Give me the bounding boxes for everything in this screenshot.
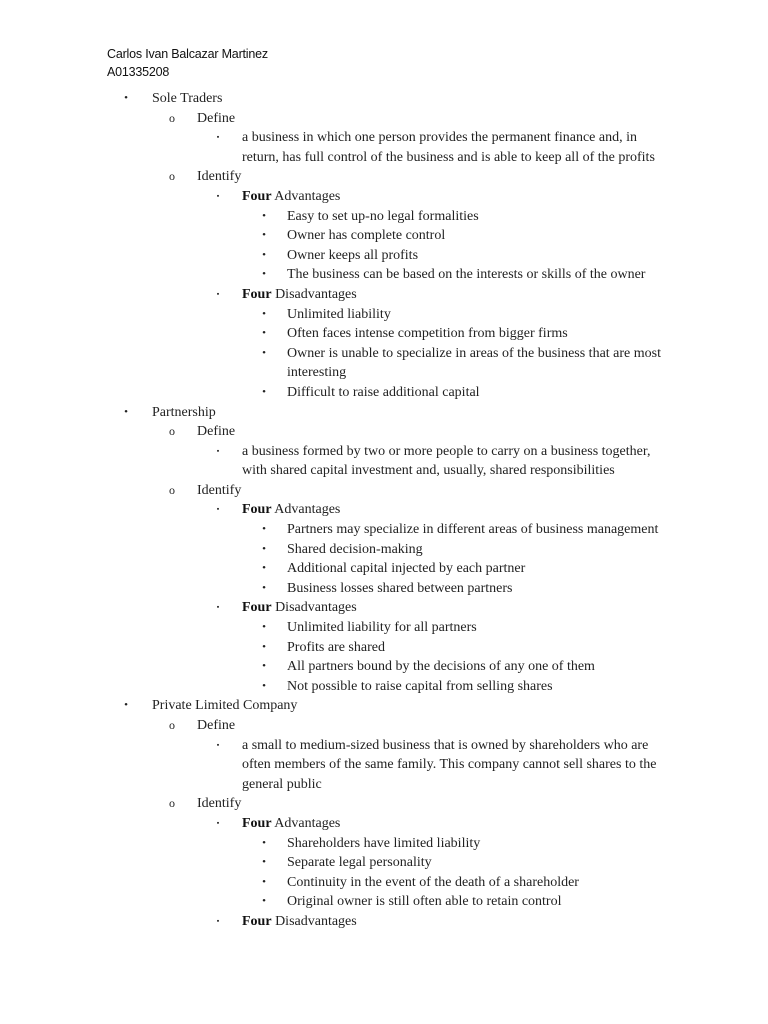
disadvantage-item-text: All partners bound by the decisions of any one of them bbox=[287, 659, 595, 675]
section-title bbox=[0, 89, 768, 109]
square-bullet-icon: ▪ bbox=[216, 191, 220, 200]
advantages-heading bbox=[0, 187, 768, 207]
circle-bullet-icon: o bbox=[169, 718, 175, 732]
identify-label-text: Identify bbox=[197, 482, 242, 498]
section-title-text: Partnership bbox=[152, 404, 216, 420]
square-bullet-icon: ▪ bbox=[216, 740, 220, 749]
disc-bullet-icon: • bbox=[262, 581, 266, 594]
advantage-item-text: Partners may specialize in different areas of business management bbox=[287, 522, 659, 538]
section-title-text: Private Limited Company bbox=[152, 698, 298, 714]
disc-bullet-icon: • bbox=[262, 660, 266, 673]
disadvantage-item-text: Often faces intense competition from bigger firms bbox=[287, 326, 568, 342]
disc-bullet-icon: • bbox=[262, 209, 266, 222]
document-header bbox=[107, 45, 268, 81]
disc-bullet-icon: • bbox=[262, 542, 266, 555]
square-bullet-icon: ▪ bbox=[216, 133, 220, 142]
advantages-heading bbox=[0, 500, 768, 520]
define-label-text: Define bbox=[197, 424, 236, 440]
disadvantage-item bbox=[0, 618, 768, 638]
section-title bbox=[0, 403, 768, 423]
definition-item-text: with shared capital investment and, usually, shared responsibilities bbox=[242, 463, 615, 479]
emphasis-text: Four bbox=[242, 502, 272, 518]
square-bullet-icon: ▪ bbox=[216, 446, 220, 455]
emphasis-text: Four bbox=[242, 913, 272, 929]
advantage-item-text: Owner keeps all profits bbox=[287, 247, 419, 263]
disc-bullet-icon: • bbox=[262, 385, 266, 398]
square-bullet-icon: ▪ bbox=[216, 289, 220, 298]
advantage-item-text: Shared decision-making bbox=[287, 541, 423, 557]
disc-bullet-icon: • bbox=[262, 621, 266, 634]
advantage-item-text: Owner has complete control bbox=[287, 228, 446, 244]
disc-bullet-icon: • bbox=[262, 679, 266, 692]
disadvantage-item bbox=[0, 383, 768, 403]
section-title-text: Sole Traders bbox=[152, 91, 223, 106]
disadvantages-heading-text bbox=[242, 598, 357, 618]
emphasis-text: Four bbox=[242, 815, 272, 831]
disadvantage-item-text: Owner is unable to specialize in areas of the business that are most bbox=[287, 345, 661, 361]
square-bullet-icon: ▪ bbox=[216, 916, 220, 925]
heading-rest-text: Advantages bbox=[271, 502, 341, 518]
disc-bullet-icon: • bbox=[262, 875, 266, 888]
definition-item-text: a business in which one person provides the permanent finance and, in bbox=[242, 130, 638, 146]
advantage-item bbox=[0, 559, 768, 579]
advantage-item-text: The business can be based on the interests or skills of the owner bbox=[287, 267, 646, 283]
advantages-heading-text bbox=[242, 814, 340, 834]
heading-rest-text: Advantages bbox=[271, 188, 341, 204]
definition-item-text: a small to medium-sized business that is owned by shareholders who are bbox=[242, 737, 649, 753]
disadvantages-heading-text bbox=[242, 285, 357, 305]
circle-bullet-icon: o bbox=[169, 169, 175, 184]
definition-item bbox=[0, 442, 768, 481]
identify-label bbox=[0, 167, 768, 187]
disc-bullet-icon: • bbox=[262, 856, 266, 869]
disc-bullet-icon: • bbox=[124, 92, 128, 104]
definition-item-text: often members of the same family. This company cannot sell shares to the bbox=[242, 757, 657, 773]
advantages-heading-text bbox=[242, 500, 340, 520]
advantage-item bbox=[0, 579, 768, 599]
disc-bullet-icon: • bbox=[262, 307, 266, 320]
disadvantage-item bbox=[0, 657, 768, 677]
advantage-item bbox=[0, 520, 768, 540]
disc-bullet-icon: • bbox=[262, 268, 266, 281]
disadvantage-item-text: Unlimited liability for all partners bbox=[287, 620, 477, 636]
definition-item-text: return, has full control of the business and is able to keep all of the profits bbox=[242, 149, 655, 165]
disadvantage-item-text: Profits are shared bbox=[287, 639, 385, 655]
disadvantages-heading bbox=[0, 598, 768, 618]
circle-bullet-icon: o bbox=[169, 796, 175, 811]
advantage-item-text: Additional capital injected by each partner bbox=[287, 561, 526, 577]
advantage-item bbox=[0, 246, 768, 266]
outline-list bbox=[0, 89, 768, 932]
disc-bullet-icon: • bbox=[262, 895, 266, 908]
define-label bbox=[0, 109, 768, 129]
disadvantage-item bbox=[0, 677, 768, 697]
define-label bbox=[0, 716, 768, 736]
define-label-text: Define bbox=[197, 718, 236, 733]
disadvantage-item bbox=[0, 324, 768, 344]
advantage-item bbox=[0, 265, 768, 285]
disadvantage-item-text: Not possible to raise capital from selling shares bbox=[287, 678, 553, 694]
advantage-item bbox=[0, 540, 768, 560]
advantage-item bbox=[0, 226, 768, 246]
disadvantage-item bbox=[0, 344, 768, 383]
disc-bullet-icon: • bbox=[124, 405, 128, 418]
emphasis-text: Four bbox=[242, 600, 272, 616]
heading-rest-text: Advantages bbox=[271, 815, 341, 831]
advantages-heading-text bbox=[242, 187, 340, 207]
advantage-item bbox=[0, 853, 768, 873]
advantage-item-text: Business losses shared between partners bbox=[287, 580, 513, 596]
advantage-item bbox=[0, 892, 768, 912]
disc-bullet-icon: • bbox=[262, 523, 266, 536]
identify-label-text: Identify bbox=[197, 796, 242, 812]
advantage-item-text: Separate legal personality bbox=[287, 855, 432, 871]
identify-label bbox=[0, 794, 768, 814]
advantage-item-text: Continuity in the event of the death of a shareholder bbox=[287, 874, 579, 890]
disadvantage-item bbox=[0, 305, 768, 325]
disc-bullet-icon: • bbox=[262, 248, 266, 261]
heading-rest-text: Disadvantages bbox=[271, 286, 357, 302]
disc-bullet-icon: • bbox=[262, 327, 266, 340]
disadvantage-item-text: interesting bbox=[287, 365, 347, 381]
square-bullet-icon: ▪ bbox=[216, 505, 220, 514]
square-bullet-icon: ▪ bbox=[216, 603, 220, 612]
author-name: Carlos Ivan Balcazar Martinez bbox=[107, 47, 268, 61]
circle-bullet-icon: o bbox=[169, 424, 175, 439]
advantage-item bbox=[0, 873, 768, 893]
advantage-item bbox=[0, 834, 768, 854]
disc-bullet-icon: • bbox=[262, 562, 266, 575]
heading-rest-text: Disadvantages bbox=[271, 913, 357, 929]
definition-item-text: a business formed by two or more people to carry on a business together, bbox=[242, 443, 651, 459]
disadvantages-heading-text bbox=[242, 912, 357, 932]
advantage-item-text: Original owner is still often able to retain control bbox=[287, 894, 562, 910]
disc-bullet-icon: • bbox=[262, 836, 266, 849]
disadvantage-item-text: Difficult to raise additional capital bbox=[287, 384, 480, 400]
advantage-item bbox=[0, 207, 768, 227]
student-id: A01335208 bbox=[107, 65, 170, 79]
disc-bullet-icon: • bbox=[124, 699, 128, 712]
emphasis-text: Four bbox=[242, 286, 272, 302]
advantage-item-text: Easy to set up-no legal formalities bbox=[287, 208, 479, 224]
circle-bullet-icon: o bbox=[169, 482, 175, 497]
disadvantage-item-text: Unlimited liability bbox=[287, 306, 391, 322]
disc-bullet-icon: • bbox=[262, 640, 266, 653]
advantages-heading bbox=[0, 814, 768, 834]
identify-label-text: Identify bbox=[197, 169, 242, 185]
disadvantages-heading bbox=[0, 912, 768, 932]
disadvantage-item bbox=[0, 638, 768, 658]
advantage-item-text: Shareholders have limited liability bbox=[287, 835, 481, 851]
section-title bbox=[0, 696, 768, 716]
disc-bullet-icon: • bbox=[262, 229, 266, 242]
identify-label bbox=[0, 481, 768, 501]
definition-item-text: general public bbox=[242, 776, 322, 792]
heading-rest-text: Disadvantages bbox=[271, 600, 357, 616]
disc-bullet-icon: • bbox=[262, 346, 266, 359]
emphasis-text: Four bbox=[242, 188, 272, 204]
define-label bbox=[0, 422, 768, 442]
circle-bullet-icon: o bbox=[169, 110, 175, 125]
definition-item bbox=[0, 736, 768, 795]
square-bullet-icon: ▪ bbox=[216, 818, 220, 827]
define-label-text: Define bbox=[197, 110, 236, 126]
disadvantages-heading bbox=[0, 285, 768, 305]
definition-item bbox=[0, 128, 768, 167]
